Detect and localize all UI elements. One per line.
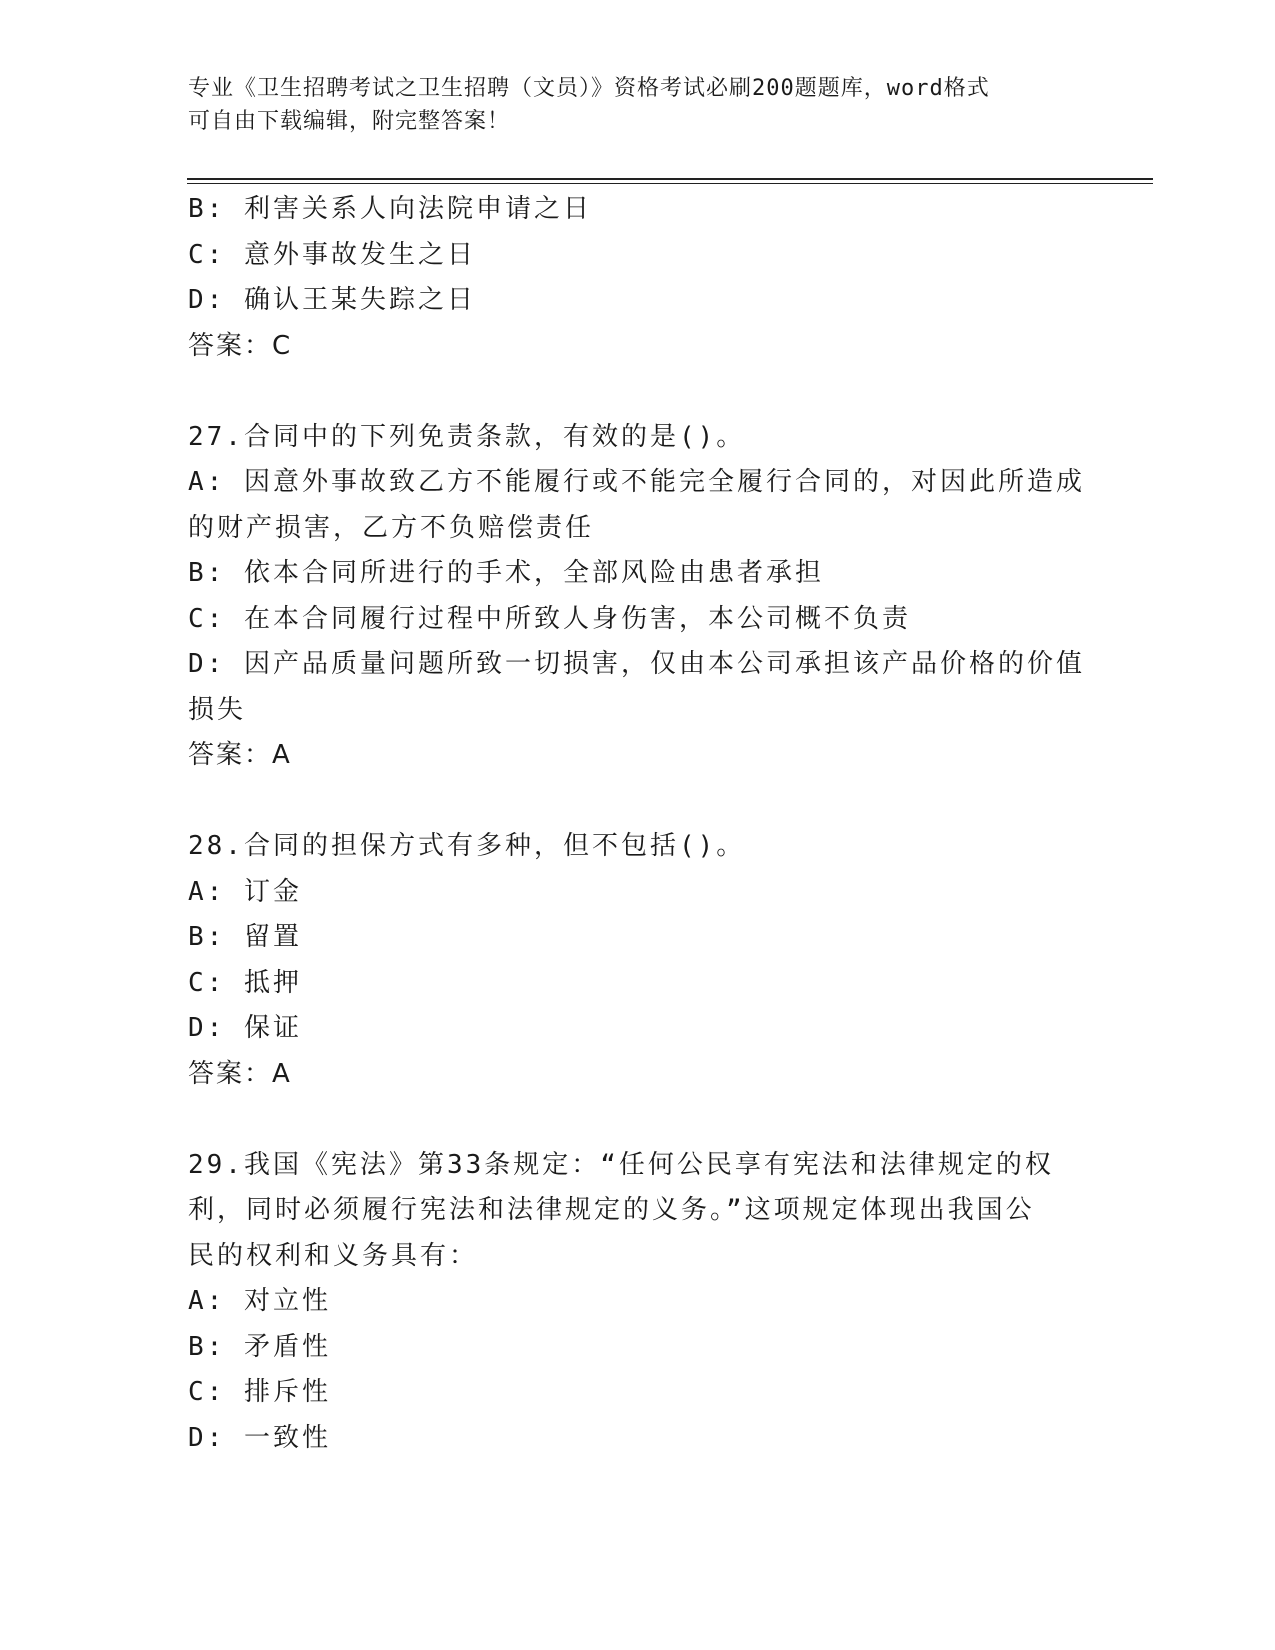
q27-stem: 27.合同中的下列免责条款，有效的是()。 <box>188 421 746 452</box>
spacer <box>188 369 1088 415</box>
q27-answer: 答案：A <box>188 740 292 770</box>
q27-option-c: C: 在本合同履行过程中所致人身伤害，本公司概不负责 <box>188 603 911 634</box>
q28-option-c: C: 抵押 <box>188 967 302 998</box>
q26-option-b: B: 利害关系人向法院申请之日 <box>188 194 592 224</box>
question-29-block <box>188 1143 1088 1462</box>
spacer <box>188 779 1088 825</box>
q29-stem-line-3: 民的权利和义务具有： <box>188 1240 479 1271</box>
header-line-2: 可自由下载编辑，附完整答案！ <box>188 109 511 134</box>
question-27-block <box>188 415 1088 779</box>
question-28-block <box>188 824 1088 1097</box>
q29-option-a: A: 对立性 <box>188 1286 331 1316</box>
header-rule-thin <box>187 183 1153 184</box>
header-rule-thick <box>187 178 1153 180</box>
q28-answer: 答案：A <box>188 1058 292 1089</box>
q27-option-d-cont: 损失 <box>188 694 247 725</box>
q26-option-c: C: 意外事故发生之日 <box>188 239 476 270</box>
q27-option-d: D: 因产品质量问题所致一切损害，仅由本公司承担该产品价格的价值 <box>188 649 1085 679</box>
q28-stem: 28.合同的担保方式有多种，但不包括()。 <box>188 831 746 861</box>
q29-stem-line-1: 29.我国《宪法》第33条规定：“任何公民享有宪法和法律规定的权 <box>188 1149 1054 1180</box>
header-line-1: 专业《卫生招聘考试之卫生招聘（文员）》资格考试必刷200题题库，word格式 <box>188 76 990 101</box>
q27-option-a-cont: 的财产损害，乙方不负赔偿责任 <box>188 512 595 543</box>
question-content <box>188 187 1088 1461</box>
q29-option-b: B: 矛盾性 <box>188 1331 331 1362</box>
q28-option-d: D: 保证 <box>188 1013 302 1043</box>
q28-option-b: B: 留置 <box>188 922 302 952</box>
q27-option-b: B: 依本合同所进行的手术，全部风险由患者承担 <box>188 558 824 588</box>
q27-option-a: A: 因意外事故致乙方不能履行或不能完全履行合同的，对因此所造成 <box>188 467 1085 497</box>
spacer <box>188 1097 1088 1143</box>
q29-option-d: D: 一致性 <box>188 1422 331 1453</box>
page-header <box>188 72 1068 138</box>
q26-option-d: D: 确认王某失踪之日 <box>188 285 476 315</box>
q26-answer: 答案：C <box>188 330 293 361</box>
question-26-block <box>188 187 1088 369</box>
q29-option-c: C: 排斥性 <box>188 1377 331 1407</box>
q28-option-a: A: 订金 <box>188 876 302 907</box>
q29-stem-line-2: 利，同时必须履行宪法和法律规定的义务。”这项规定体现出我国公 <box>188 1195 1035 1225</box>
